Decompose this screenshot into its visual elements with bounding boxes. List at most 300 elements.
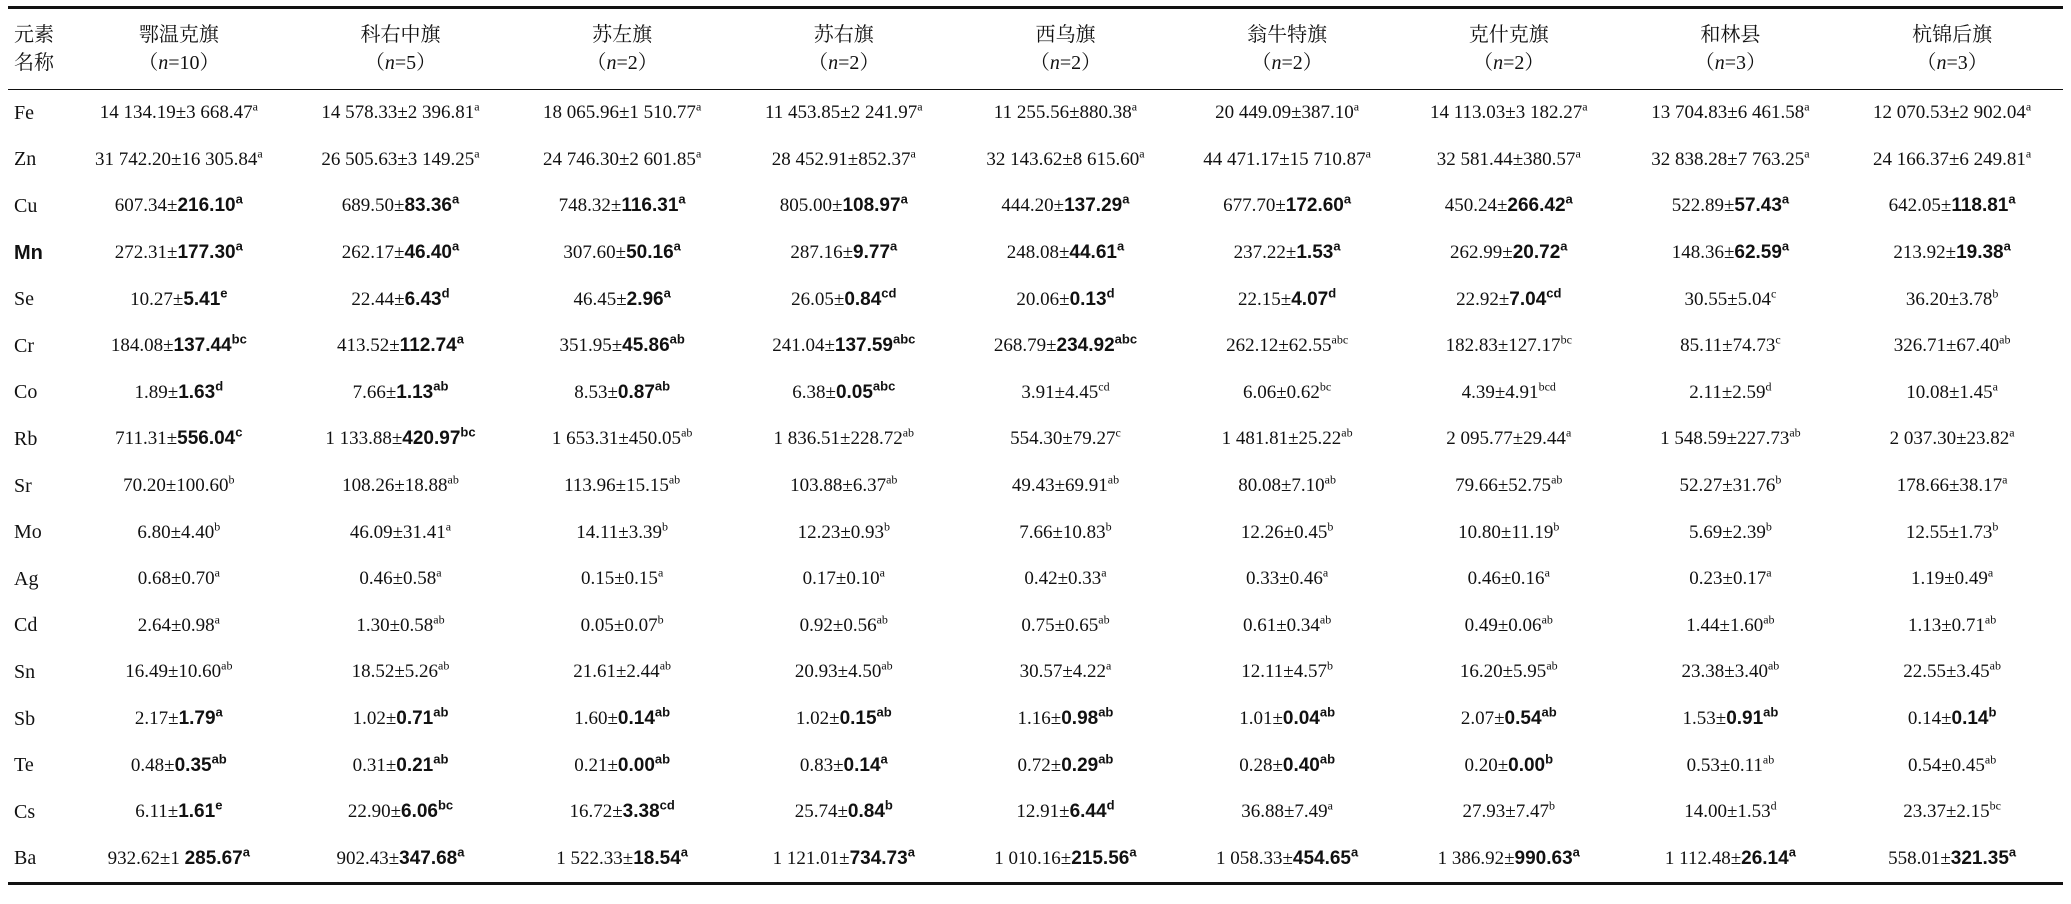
- mean-sd-value: 21.61±2.44: [573, 661, 660, 683]
- significance-letter: ab: [1767, 659, 1780, 674]
- value-cell: [733, 696, 955, 743]
- significance-letter: ab: [433, 751, 449, 767]
- mean-value: 642.05±: [1888, 195, 1952, 217]
- value-cell: [290, 649, 512, 696]
- value-cell: [1841, 649, 2063, 696]
- column-header: [955, 9, 1177, 89]
- sample-size-value: =10: [168, 52, 200, 74]
- significance-letter: a: [910, 146, 916, 161]
- significance-letter: b: [1775, 472, 1782, 487]
- significance-letter: ab: [681, 426, 693, 441]
- value-cell: [1620, 836, 1842, 883]
- sample-size-symbol: n: [1271, 52, 1282, 74]
- value-cell: [511, 556, 733, 603]
- significance-letter: a: [917, 99, 923, 114]
- sd-value-bold: 266.42: [1507, 195, 1566, 217]
- significance-letter: cd: [1546, 285, 1562, 301]
- value-cell: [1398, 137, 1620, 184]
- mean-sd-value: 0.68±0.70: [137, 568, 215, 590]
- value-cell: [290, 370, 512, 417]
- table-row: [8, 836, 2063, 883]
- mean-value: 0.20±: [1464, 754, 1509, 776]
- value-cell: [733, 836, 955, 883]
- significance-letter: d: [1765, 379, 1772, 394]
- significance-letter: a: [1116, 238, 1125, 254]
- mean-sd-value: 24 166.37±6 249.81: [1872, 148, 2026, 170]
- mean-value: 148.36±: [1671, 242, 1735, 264]
- mean-sd-value: 0.42±0.33: [1024, 568, 1102, 590]
- value-cell: [68, 230, 290, 277]
- mean-sd-value: 32 143.62±8 615.60: [986, 148, 1140, 170]
- value-cell: [1620, 463, 1842, 510]
- significance-letter: abc: [1114, 331, 1138, 347]
- table-header: [8, 9, 2063, 89]
- mean-sd-value: 1 836.51±228.72: [773, 428, 903, 450]
- sd-value-bold: 1.53: [1296, 242, 1334, 264]
- sd-value-bold: 1.79: [178, 708, 216, 730]
- mean-sd-value: 1.19±0.49: [1910, 568, 1988, 590]
- sd-value-bold: 3.38: [622, 801, 660, 823]
- significance-letter: a: [1565, 426, 1572, 441]
- column-header-sample-size: （n=2）: [1251, 52, 1323, 74]
- value-cell: [955, 742, 1177, 789]
- significance-letter: a: [907, 844, 915, 860]
- significance-letter: a: [880, 751, 888, 767]
- column-header-region: 杭锦后旗: [1912, 24, 1993, 46]
- sd-value-bold: 734.73: [849, 847, 908, 869]
- mean-value: 12.91±: [1016, 801, 1070, 823]
- sd-value-bold: 118.81: [1951, 195, 2009, 217]
- mean-sd-value: 32 581.44±380.57: [1436, 148, 1576, 170]
- significance-letter: ab: [211, 751, 227, 767]
- significance-letter: b: [1326, 659, 1333, 674]
- sd-value-bold: 215.56: [1071, 847, 1130, 869]
- significance-letter: ab: [654, 378, 671, 394]
- value-cell: [511, 416, 733, 463]
- mean-value: 237.22±: [1233, 242, 1297, 264]
- sd-value-bold: 50.16: [626, 242, 674, 264]
- significance-letter: b: [1765, 519, 1772, 534]
- significance-letter: a: [890, 238, 898, 254]
- significance-letter: cd: [659, 797, 675, 813]
- significance-letter: a: [673, 238, 681, 254]
- sd-value-bold: 0.54: [1504, 708, 1542, 730]
- significance-letter: c: [235, 425, 243, 441]
- significance-letter: a: [215, 704, 223, 720]
- value-cell: [1398, 416, 1620, 463]
- significance-letter: a: [1781, 192, 1790, 208]
- value-cell: [511, 230, 733, 277]
- mean-sd-value: 0.53±0.11: [1686, 754, 1763, 776]
- mean-sd-value: 6.06±0.62: [1242, 381, 1320, 403]
- table-row: [8, 742, 2063, 789]
- mean-sd-value: 1 653.31±450.05: [551, 428, 682, 450]
- value-cell: [1176, 230, 1398, 277]
- value-cell: [1620, 603, 1842, 650]
- significance-letter: ab: [902, 426, 915, 441]
- sample-size-symbol: n: [1049, 52, 1060, 74]
- mean-value: 46.45±: [573, 288, 627, 310]
- sample-size-value: =3: [1946, 52, 1968, 74]
- mean-value: 413.52±: [336, 335, 400, 357]
- value-cell: [1176, 463, 1398, 510]
- mean-sd-value: 28 452.91±852.37: [771, 148, 911, 170]
- sample-size-symbol: n: [606, 52, 617, 74]
- mean-sd-value: 2.11±2.59: [1689, 381, 1766, 403]
- column-header-region: 苏左旗: [592, 24, 653, 46]
- mean-sd-value: 12.26±0.45: [1240, 521, 1328, 543]
- significance-letter: a: [2008, 192, 2016, 208]
- mean-value: 8.53±: [574, 381, 618, 403]
- mean-sd-value: 30.57±4.22: [1019, 661, 1106, 683]
- value-cell: [1841, 137, 2063, 184]
- value-cell: [68, 603, 290, 650]
- significance-letter: ab: [1984, 752, 1997, 767]
- significance-letter: a: [1766, 565, 1772, 580]
- sd-value-bold: 0.40: [1282, 754, 1320, 776]
- mean-value: 268.79±: [993, 335, 1057, 357]
- sd-value-bold: 20.72: [1512, 242, 1561, 264]
- significance-letter: a: [1987, 565, 1994, 580]
- sd-value-bold: 0.35: [174, 754, 212, 776]
- value-cell: [290, 836, 512, 883]
- mean-sd-value: 24 746.30±2 601.85: [543, 148, 696, 170]
- mean-value: 22.44±: [351, 288, 405, 310]
- significance-letter: ab: [1551, 472, 1563, 487]
- significance-letter: a: [2025, 146, 2032, 161]
- significance-letter: a: [1343, 192, 1352, 208]
- significance-letter: d: [1328, 285, 1337, 301]
- significance-letter: cd: [881, 285, 897, 301]
- sd-value-bold: 18.54: [633, 847, 681, 869]
- significance-letter: b: [228, 472, 235, 487]
- significance-letter: d: [441, 285, 450, 301]
- column-header-sample-size: （n=2）: [1029, 52, 1102, 74]
- significance-letter: d: [1770, 798, 1777, 813]
- mean-sd-value: 1 548.59±227.73: [1660, 428, 1790, 450]
- significance-letter: ab: [433, 704, 449, 720]
- mean-sd-value: 6.80±4.40: [137, 521, 215, 543]
- mean-sd-value: 0.61±0.34: [1242, 614, 1320, 636]
- mean-sd-value: 2 095.77±29.44: [1446, 428, 1566, 450]
- table-row: [8, 370, 2063, 417]
- value-cell: [1176, 789, 1398, 836]
- mean-value: 0.21±: [574, 754, 618, 776]
- value-cell: [955, 649, 1177, 696]
- significance-letter: b: [214, 519, 221, 534]
- significance-letter: b: [662, 519, 668, 534]
- mean-sd-value: 0.23±0.17: [1689, 568, 1767, 590]
- mean-value: 0.28±: [1239, 754, 1283, 776]
- significance-letter: bc: [1319, 379, 1332, 394]
- significance-letter: a: [695, 99, 702, 114]
- value-cell: [290, 137, 512, 184]
- mean-sd-value: 0.17±0.10: [802, 568, 880, 590]
- value-cell: [68, 463, 290, 510]
- sd-value-bold: 234.92: [1056, 335, 1115, 357]
- mean-sd-value: 2 037.30±23.82: [1889, 428, 2010, 450]
- value-cell: [1176, 137, 1398, 184]
- value-cell: [511, 323, 733, 370]
- significance-letter: ab: [1989, 659, 2001, 674]
- mean-value: 1 133.88±: [325, 428, 403, 450]
- significance-letter: a: [1804, 99, 1810, 114]
- sd-value-bold: 6.44: [1069, 801, 1107, 823]
- element-header-line1: 元素: [14, 24, 54, 46]
- value-cell: [1398, 323, 1620, 370]
- mean-value: 1.16±: [1017, 708, 1062, 730]
- value-cell: [1176, 183, 1398, 230]
- column-header: [511, 9, 733, 89]
- sd-value-bold: 0.13: [1069, 288, 1107, 310]
- sample-size-value: =2: [1281, 52, 1303, 74]
- significance-letter: b: [1545, 751, 1554, 767]
- significance-letter: a: [1327, 798, 1333, 813]
- mean-sd-value: 14 578.33±2 396.81: [321, 102, 475, 124]
- column-header: [1176, 9, 1398, 89]
- significance-letter: a: [451, 192, 460, 208]
- value-cell: [955, 276, 1177, 323]
- significance-letter: a: [235, 192, 243, 208]
- significance-letter: b: [1105, 519, 1112, 534]
- value-cell: [1841, 276, 2063, 323]
- sd-value-bold: 0.00: [1508, 754, 1546, 776]
- significance-letter: e: [215, 797, 223, 813]
- value-cell: [511, 370, 733, 417]
- mean-value: 272.31±: [114, 242, 178, 264]
- significance-letter: a: [1781, 238, 1790, 254]
- value-cell: [955, 509, 1177, 556]
- significance-letter: a: [1544, 565, 1550, 580]
- mean-value: 287.16±: [790, 242, 854, 264]
- mean-sd-value: 18 065.96±1 510.77: [543, 102, 696, 124]
- value-cell: [733, 789, 955, 836]
- sample-size-value: =5: [394, 52, 417, 74]
- value-cell: [955, 416, 1177, 463]
- sample-size-value: =2: [1503, 52, 1525, 74]
- sd-value-bold: 0.14: [843, 754, 881, 776]
- significance-letter: ab: [221, 659, 233, 674]
- mean-sd-value: 16.20±5.95: [1459, 661, 1547, 683]
- significance-letter: a: [252, 99, 258, 114]
- value-cell: [290, 509, 512, 556]
- mean-value: 2.17±: [134, 708, 179, 730]
- sd-value-bold: 137.59: [834, 335, 893, 357]
- value-cell: [955, 137, 1177, 184]
- value-cell: [733, 183, 955, 230]
- mean-sd-value: 36.20±3.78: [1905, 288, 1993, 310]
- sd-value-bold: 0.05: [835, 381, 873, 403]
- column-header-region: 科右中旗: [360, 24, 441, 46]
- value-cell: [68, 183, 290, 230]
- sample-size-symbol: n: [1936, 52, 1947, 74]
- significance-letter: a: [456, 331, 464, 347]
- significance-letter: ab: [1763, 704, 1779, 720]
- significance-letter: ab: [1319, 612, 1332, 627]
- sample-size-value: =2: [838, 52, 860, 74]
- table-row: [8, 183, 2063, 230]
- mean-sd-value: 11 255.56±880.38: [993, 102, 1132, 124]
- significance-letter: a: [1333, 238, 1341, 254]
- significance-letter: ab: [1098, 612, 1110, 627]
- column-header-sample-size: （n=2）: [586, 52, 658, 74]
- column-header-sample-size: （n=3）: [1694, 52, 1767, 74]
- mean-value: 25.74±: [794, 801, 848, 823]
- sd-value-bold: 1.63: [178, 381, 216, 403]
- significance-letter: b: [1988, 704, 1997, 720]
- sd-value-bold: 0.84: [847, 801, 885, 823]
- significance-letter: a: [678, 192, 686, 208]
- value-cell: [1841, 230, 2063, 277]
- significance-letter: d: [1106, 285, 1115, 301]
- element-symbol: Zn: [14, 148, 37, 171]
- mean-value: 1.02±: [352, 708, 397, 730]
- value-cell: [733, 276, 955, 323]
- mean-sd-value: 49.43±69.91: [1011, 475, 1108, 497]
- table-row: [8, 696, 2063, 743]
- mean-sd-value: 0.46±0.16: [1467, 568, 1545, 590]
- mean-value: 22.90±: [347, 801, 401, 823]
- mean-sd-value: 10.08±1.45: [1906, 381, 1993, 403]
- significance-letter: abc: [1331, 332, 1349, 347]
- column-header: [733, 9, 955, 89]
- element-symbol: Fe: [14, 101, 34, 124]
- significance-letter: ab: [1984, 612, 1997, 627]
- value-cell: [955, 370, 1177, 417]
- value-cell: [1841, 183, 2063, 230]
- sd-value-bold: 137.44: [173, 335, 232, 357]
- value-cell: [733, 416, 955, 463]
- mean-sd-value: 46.09±31.41: [349, 521, 446, 543]
- value-cell: [68, 789, 290, 836]
- value-cell: [1176, 649, 1398, 696]
- sd-value-bold: 46.40: [404, 242, 452, 264]
- significance-letter: a: [2003, 238, 2011, 254]
- sd-value-bold: 1.61: [178, 801, 216, 823]
- mean-sd-value: 36.88±7.49: [1241, 801, 1328, 823]
- significance-letter: a: [2002, 472, 2008, 487]
- value-cell: [511, 649, 733, 696]
- significance-letter: ab: [433, 378, 449, 394]
- mean-value: 932.62±1: [107, 847, 185, 869]
- significance-letter: a: [1565, 192, 1573, 208]
- value-cell: [1841, 789, 2063, 836]
- significance-letter: ab: [654, 704, 671, 720]
- value-cell: [290, 742, 512, 789]
- sd-value-bold: 0.21: [396, 754, 434, 776]
- significance-letter: a: [663, 285, 671, 301]
- mean-value: 1.53±: [1682, 708, 1727, 730]
- column-header: [1841, 9, 2063, 89]
- value-cell: [1841, 370, 2063, 417]
- sd-value-bold: 0.15: [839, 708, 877, 730]
- significance-letter: ab: [659, 659, 672, 674]
- value-cell: [511, 789, 733, 836]
- sd-value-bold: 1.13: [396, 381, 434, 403]
- mean-value: 16.72±: [569, 801, 623, 823]
- mean-value: 805.00±: [779, 195, 843, 217]
- value-cell: [290, 556, 512, 603]
- table-row: [8, 276, 2063, 323]
- value-cell: [1841, 509, 2063, 556]
- significance-letter: bc: [1989, 798, 2001, 813]
- mean-value: 213.92±: [1893, 242, 1957, 264]
- sd-value-bold: 0.71: [396, 708, 434, 730]
- value-cell: [290, 183, 512, 230]
- mean-sd-value: 182.83±127.17: [1445, 335, 1561, 357]
- table-row: [8, 649, 2063, 696]
- value-cell: [68, 556, 290, 603]
- sd-value-bold: 454.65: [1292, 847, 1352, 869]
- mean-sd-value: 85.11±74.73: [1680, 335, 1776, 357]
- significance-letter: b: [1992, 519, 1999, 534]
- column-header-region: 克什克旗: [1468, 24, 1549, 46]
- significance-letter: ab: [1541, 704, 1557, 720]
- mean-sd-value: 326.71±67.40: [1893, 335, 2000, 357]
- sd-value-bold: 420.97: [402, 428, 461, 450]
- mean-sd-value: 20 449.09±387.10: [1215, 102, 1354, 124]
- significance-letter: a: [879, 565, 885, 580]
- mean-value: 677.70±: [1223, 195, 1286, 217]
- sd-value-bold: 0.84: [844, 288, 882, 310]
- sd-value-bold: 62.59: [1734, 242, 1782, 264]
- significance-letter: a: [1365, 146, 1371, 161]
- sd-value-bold: 5.41: [183, 288, 221, 310]
- column-header-region: 西乌旗: [1035, 24, 1096, 46]
- mean-value: 7.66±: [352, 381, 397, 403]
- significance-letter: e: [220, 285, 228, 301]
- significance-letter: ab: [1107, 472, 1120, 487]
- value-cell: [1176, 742, 1398, 789]
- significance-letter: ab: [1789, 426, 1801, 441]
- column-header-sample-size: （n=2）: [808, 52, 880, 74]
- mean-value: 1.01±: [1239, 708, 1283, 730]
- mean-value: 0.72±: [1017, 754, 1062, 776]
- value-cell: [68, 90, 290, 137]
- table-row: [8, 323, 2063, 370]
- value-cell: [1841, 556, 2063, 603]
- significance-letter: a: [1122, 192, 1130, 208]
- mean-sd-value: 16.49±10.60: [125, 661, 222, 683]
- mean-sd-value: 52.27±31.76: [1679, 475, 1776, 497]
- sd-value-bold: 0.14: [1951, 708, 1989, 730]
- table-row: [8, 463, 2063, 510]
- mean-value: 1 010.16±: [994, 847, 1072, 869]
- value-cell: [733, 323, 955, 370]
- significance-letter: a: [1788, 844, 1796, 860]
- value-cell: [290, 230, 512, 277]
- value-cell: [955, 789, 1177, 836]
- value-cell: [1398, 836, 1620, 883]
- element-symbol: Sr: [14, 474, 32, 497]
- value-cell: [1841, 323, 2063, 370]
- mean-sd-value: 14 134.19±3 668.47: [99, 102, 253, 124]
- significance-letter: abc: [872, 378, 896, 394]
- significance-letter: a: [1106, 659, 1112, 674]
- significance-letter: a: [1572, 844, 1580, 860]
- value-cell: [733, 137, 955, 184]
- mean-sd-value: 0.05±0.07: [580, 614, 658, 636]
- significance-letter: a: [1131, 99, 1138, 114]
- value-cell: [733, 649, 955, 696]
- mean-value: 1 058.33±: [1215, 847, 1293, 869]
- significance-letter: a: [436, 565, 442, 580]
- sd-value-bold: 216.10: [177, 195, 236, 217]
- significance-letter: abc: [893, 331, 916, 347]
- mean-sd-value: 14 113.03±3 182.27: [1429, 102, 1583, 124]
- significance-letter: c: [1775, 332, 1781, 347]
- table-row: [8, 789, 2063, 836]
